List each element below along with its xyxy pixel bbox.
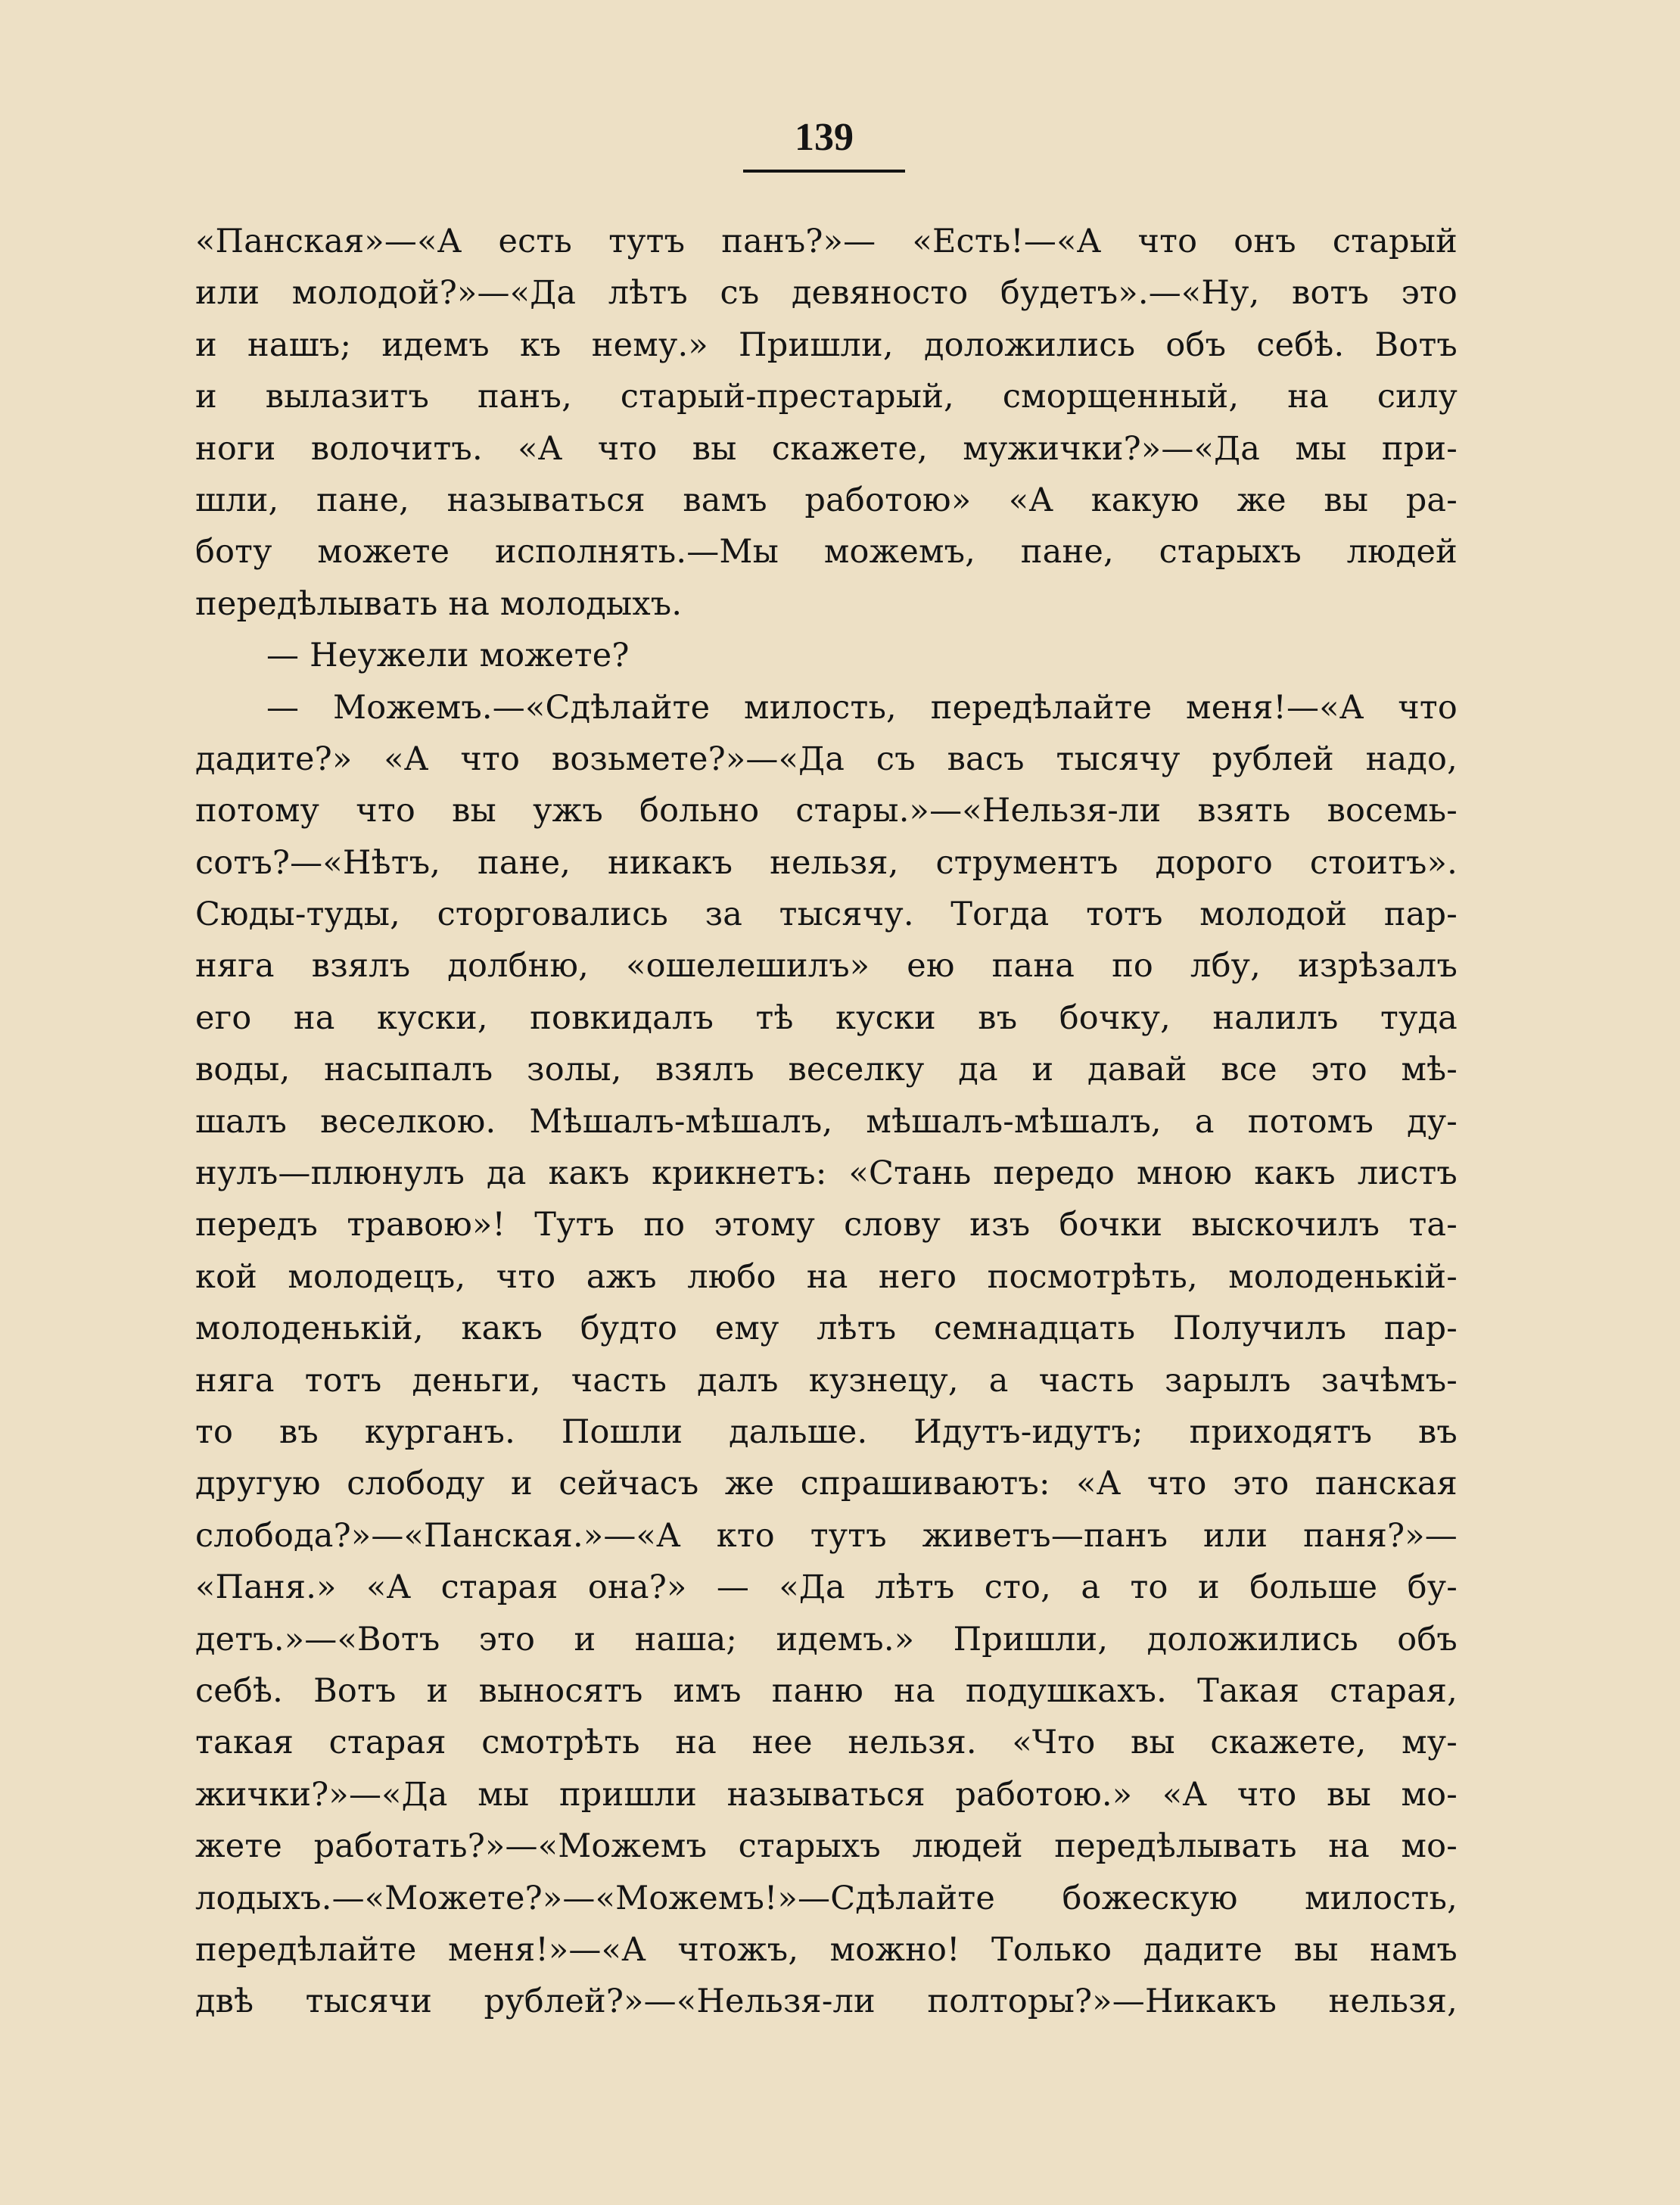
text-line: и нашъ; идемъ къ нему.» Пришли, доложились объ себѣ. Вотъ	[195, 325, 1458, 364]
text-line: кой молодецъ, что ажъ любо на него посмотрѣть, молоденькій-	[195, 1257, 1458, 1296]
text-line: детъ.»—«Вотъ это и наша; идемъ.» Пришли, доложились объ	[195, 1620, 1458, 1658]
text-line: потому что вы ужъ больно стары.»—«Нельзя-ли взять восемь-	[195, 792, 1458, 830]
text-line: — Можемъ.—«Сдѣлайте милость, передѣлайте меня!—«А что	[266, 688, 1458, 727]
text-line: то въ курганъ. Пошли дальше. Идутъ-идутъ; приходятъ въ	[195, 1412, 1458, 1451]
text-line: передѣлывать на молодыхъ.	[195, 584, 683, 623]
text-line: няга взялъ долбню, «ошелешилъ» ею пана по лбу, изрѣзалъ	[195, 947, 1458, 986]
text-line: жички?»—«Да мы пришли называться работою.» «А что вы мо-	[195, 1775, 1458, 1814]
text-line: или молодой?»—«Да лѣтъ съ девяносто будетъ».—«Ну, вотъ это	[195, 274, 1458, 313]
text-line: такая старая смотрѣть на нее нельзя. «Что вы скажете, му-	[195, 1724, 1458, 1762]
text-line: «Паня.» «А старая она?» — «Да лѣтъ сто, а то и больше бу-	[195, 1568, 1458, 1607]
page-number-rule	[743, 170, 905, 173]
text-line: передъ травою»! Тутъ по этому слову изъ бочки выскочилъ та-	[195, 1206, 1458, 1244]
text-line: молоденькій, какъ будто ему лѣтъ семнадцать Получилъ пар-	[195, 1310, 1458, 1348]
text-line: воды, насыпалъ золы, взялъ веселку да и давай все это мѣ-	[195, 1051, 1458, 1089]
text-line: слобода?»—«Панская.»—«А кто тутъ живетъ—панъ или паня?»—	[195, 1516, 1458, 1555]
body-text	[195, 216, 1458, 2028]
text-line: боту можете исполнять.—Мы можемъ, пане, старыхъ людей	[195, 533, 1458, 571]
text-line: себѣ. Вотъ и выносятъ имъ паню на подушкахъ. Такая старая,	[195, 1671, 1458, 1710]
page-number: 139	[795, 116, 854, 159]
text-line: двѣ тысячи рублей?»—«Нельзя-ли полторы?»—Никакъ нельзя,	[195, 1982, 1458, 2021]
text-line: лодыхъ.—«Можете?»—«Можемъ!»—Сдѣлайте божескую милость,	[195, 1879, 1458, 1917]
text-line: шли, пане, называться вамъ работою» «А какую же вы ра-	[195, 481, 1458, 519]
text-line: жете работать?»—«Можемъ старыхъ людей передѣлывать на мо-	[195, 1827, 1458, 1866]
text-line: «Панская»—«А есть тутъ панъ?»— «Есть!—«А что онъ старый	[195, 223, 1458, 260]
text-line: другую слободу и сейчасъ же спрашиваютъ: «А что это панская	[195, 1465, 1458, 1503]
text-line: передѣлайте меня!»—«А чтожъ, можно! Только дадите вы намъ	[195, 1930, 1458, 1969]
text-line: сотъ?—«Нѣтъ, пане, никакъ нельзя, струментъ дорого стоитъ».	[195, 843, 1458, 882]
text-line: няга тотъ деньги, часть далъ кузнецу, а часть зарылъ зачѣмъ-	[195, 1361, 1458, 1400]
text-line: и вылазитъ панъ, старый-престарый, сморщенный, на силу	[195, 378, 1458, 416]
text-line: его на куски, повкидалъ тѣ куски въ бочку, налилъ туда	[195, 998, 1458, 1037]
text-line: ноги волочитъ. «А что вы скажете, мужички?»—«Да мы при-	[195, 429, 1458, 468]
text-line: нулъ—плюнулъ да какъ крикнетъ: «Стань передо мною какъ листъ	[195, 1154, 1458, 1193]
text-line: Сюды-туды, сторговались за тысячу. Тогда тотъ молодой пар-	[195, 895, 1458, 934]
text-line: — Неужели можете?	[266, 637, 630, 675]
text-line: шалъ веселкою. Мѣшалъ-мѣшалъ, мѣшалъ-мѣшалъ, а потомъ ду-	[195, 1102, 1458, 1141]
text-line: дадите?» «А что возьмете?»—«Да съ васъ тысячу рублей надо,	[195, 740, 1458, 778]
